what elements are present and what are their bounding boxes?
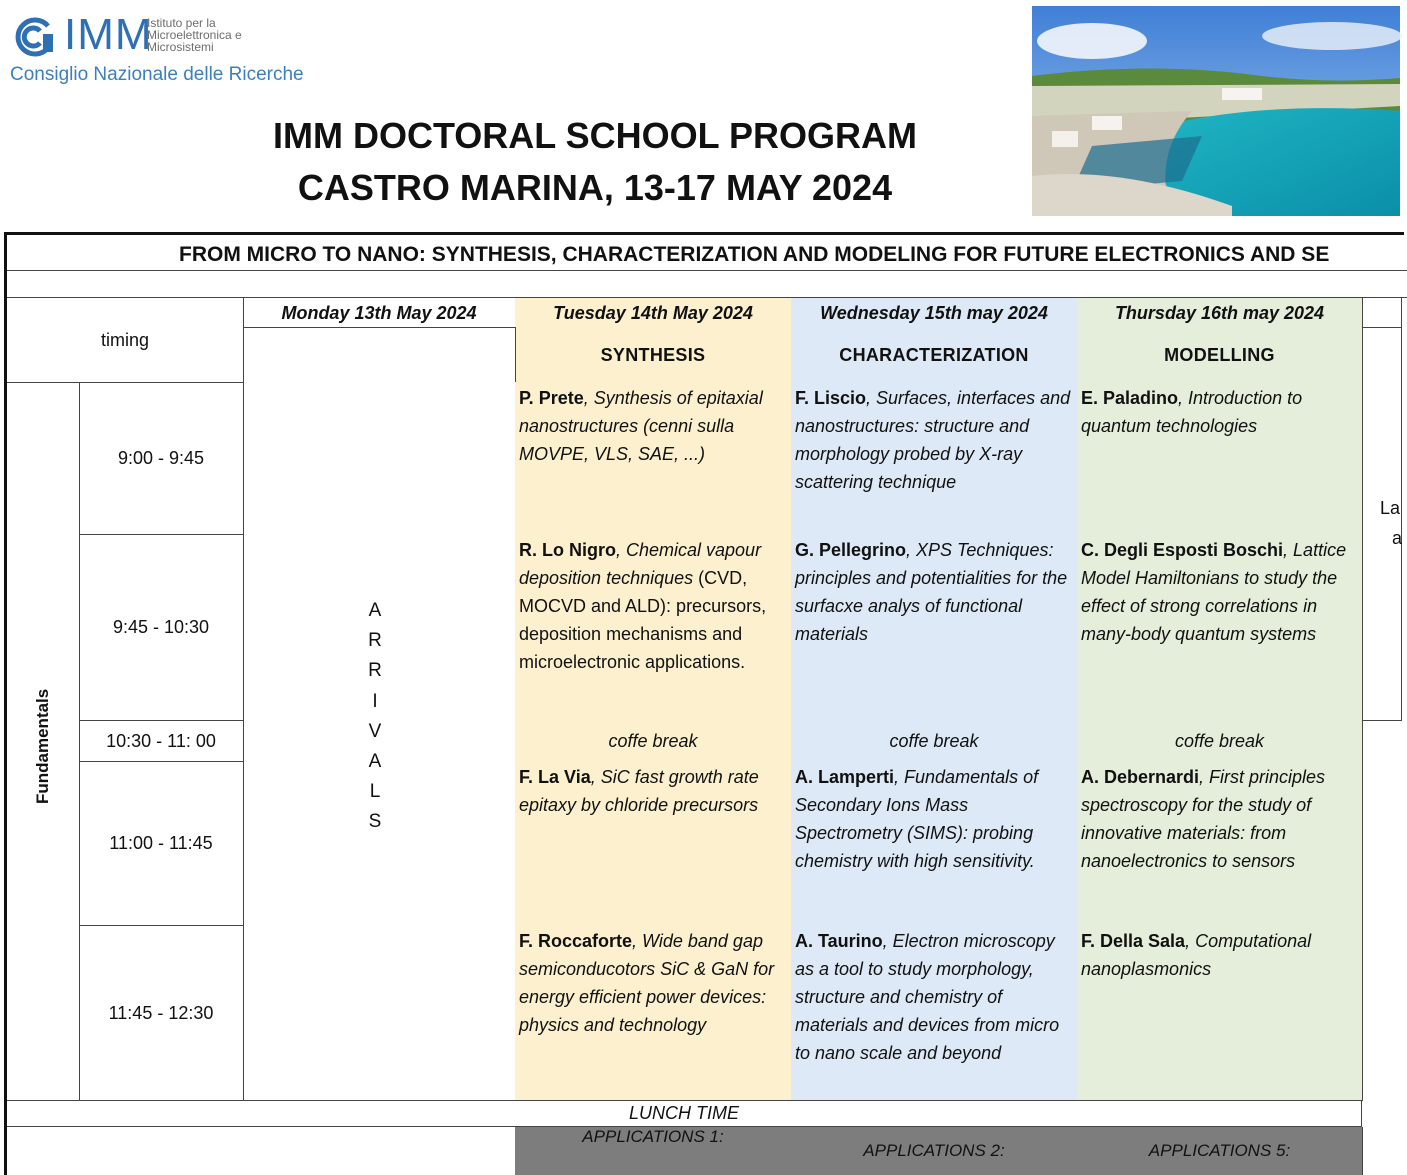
speaker: F. Della Sala: [1081, 931, 1186, 951]
talk-cell: [791, 534, 1078, 721]
day-thursday: Thursday 16th may 2024: [1077, 298, 1363, 328]
speaker: E. Paladino: [1081, 388, 1179, 408]
coffee-break: coffe break: [791, 720, 1078, 762]
speaker: A. Lamperti: [795, 767, 895, 787]
coffee-break: coffe break: [1077, 720, 1363, 762]
logo-wordmark: IMM: [64, 10, 153, 59]
talk-cell: [515, 382, 792, 535]
day-tuesday: Tuesday 14th May 2024: [515, 298, 792, 328]
speaker: F. Liscio: [795, 388, 867, 408]
speaker: G. Pellegrino: [795, 540, 907, 560]
slot-time: 9:00 - 9:45: [79, 382, 244, 535]
theme-synthesis: SYNTHESIS: [515, 327, 792, 383]
logo-subtitle: Istituto per la Microelettronica e Microsistemi: [147, 16, 242, 54]
lunch-time-row: LUNCH TIME: [7, 1100, 1362, 1127]
talk-details: (CVD, MOCVD and ALD): precursors, deposition mechanisms and microelectronic applications.: [519, 568, 767, 672]
speaker: F. Roccaforte: [519, 931, 633, 951]
clipped-text: a: [1392, 528, 1403, 548]
slot-time: 9:45 - 10:30: [79, 534, 244, 721]
speaker: F. La Via: [519, 767, 591, 787]
talk-cell: [515, 761, 792, 926]
theme-characterization: CHARACTERIZATION: [791, 327, 1078, 383]
cnr-logo-icon: [10, 16, 54, 56]
day-monday: Monday 13th May 2024: [243, 298, 516, 328]
talk-title: , Lattice Model Hamiltonians to study the effect of strong correlations in many-body quantum systems: [1081, 540, 1347, 644]
talk-title: , XPS Techniques: principles and potentialities for the surfacxe analys of functional materials: [795, 540, 1068, 644]
talk-title: , Electron microscopy as a tool to study morphology, structure and chemistry of materials and devices from micro to nano scale and beyond: [795, 931, 1060, 1063]
applications-2: APPLICATIONS 2:: [791, 1127, 1078, 1175]
theme-modelling: MODELLING: [1077, 327, 1363, 383]
talk-cell: [791, 761, 1078, 926]
logo-organization: Consiglio Nazionale delle Ricerche: [10, 64, 304, 85]
talk-title: , First principles spectroscopy for the study of innovative materials: from nanoelectronics to sensors: [1081, 767, 1326, 871]
talk-title: , Surfaces, interfaces and nanostructures: structure and morphology probed by X-ray scattering technique: [795, 388, 1071, 492]
talk-title: , Computational nanoplasmonics: [1081, 931, 1312, 979]
talk-cell: [1077, 761, 1363, 926]
timing-header: timing: [7, 298, 244, 383]
talk-cell: [1077, 534, 1363, 721]
talk-cell: [791, 925, 1078, 1101]
program-subtitle-row: [7, 235, 1407, 271]
arrivals-label: A R R I V A L S: [368, 600, 382, 833]
program-subtitle: FROM MICRO TO NANO: SYNTHESIS, CHARACTERIZATION AND MODELING FOR FUTURE ELECTRONICS AND SE: [179, 243, 1330, 266]
castro-marina-photo: [1032, 6, 1400, 216]
friday-clipped-cell: [1362, 327, 1402, 721]
talk-cell: [1077, 382, 1363, 535]
talk-title: , Chemical vapour deposition techniques: [519, 540, 762, 588]
speaker: P. Prete: [519, 388, 584, 408]
applications-1: APPLICATIONS 1:: [515, 1127, 792, 1175]
coffee-break: coffe break: [515, 720, 792, 762]
talk-title: , Fundamentals of Secondary Ions Mass Spectrometry (SIMS): probing chemistry with high sensitivity.: [795, 767, 1039, 871]
blank-row: [7, 271, 1407, 298]
talk-title: , Wide band gap semiconducotors SiC & GaN for energy efficient power devices: physics and technology: [519, 931, 775, 1035]
talk-cell: [515, 925, 792, 1101]
day-wednesday: Wednesday 15th may 2024: [791, 298, 1078, 328]
slot-time: 10:30 - 11: 00: [79, 720, 244, 762]
talk-cell: [515, 534, 792, 721]
speaker: R. Lo Nigro: [519, 540, 616, 560]
fundamentals-label: Fundamentals: [33, 688, 52, 804]
day-friday-clipped: [1362, 298, 1402, 328]
talk-title: , Introduction to quantum technologies: [1081, 388, 1303, 436]
talk-title: , SiC fast growth rate epitaxy by chloride precursors: [519, 767, 759, 815]
talk-cell: [791, 382, 1078, 535]
talk-cell: [1077, 925, 1363, 1101]
page-title: IMM DOCTORAL SCHOOL PROGRAM CASTRO MARINA, 13-17 MAY 2024: [272, 115, 917, 208]
speaker: A. Taurino: [795, 931, 883, 951]
talk-title: , Synthesis of epitaxial nanostructures (cenni sulla MOVPE, VLS, SAE, ...): [519, 388, 763, 464]
imm-logo: [10, 10, 330, 94]
speaker: C. Degli Esposti Boschi: [1081, 540, 1284, 560]
slot-time: 11:45 - 12:30: [79, 925, 244, 1101]
clipped-text: La: [1380, 498, 1401, 518]
applications-5: APPLICATIONS 5:: [1077, 1127, 1363, 1175]
speaker: A. Debernardi: [1081, 767, 1200, 787]
applications-blank: [7, 1127, 516, 1175]
slot-time: 11:00 - 11:45: [79, 761, 244, 926]
